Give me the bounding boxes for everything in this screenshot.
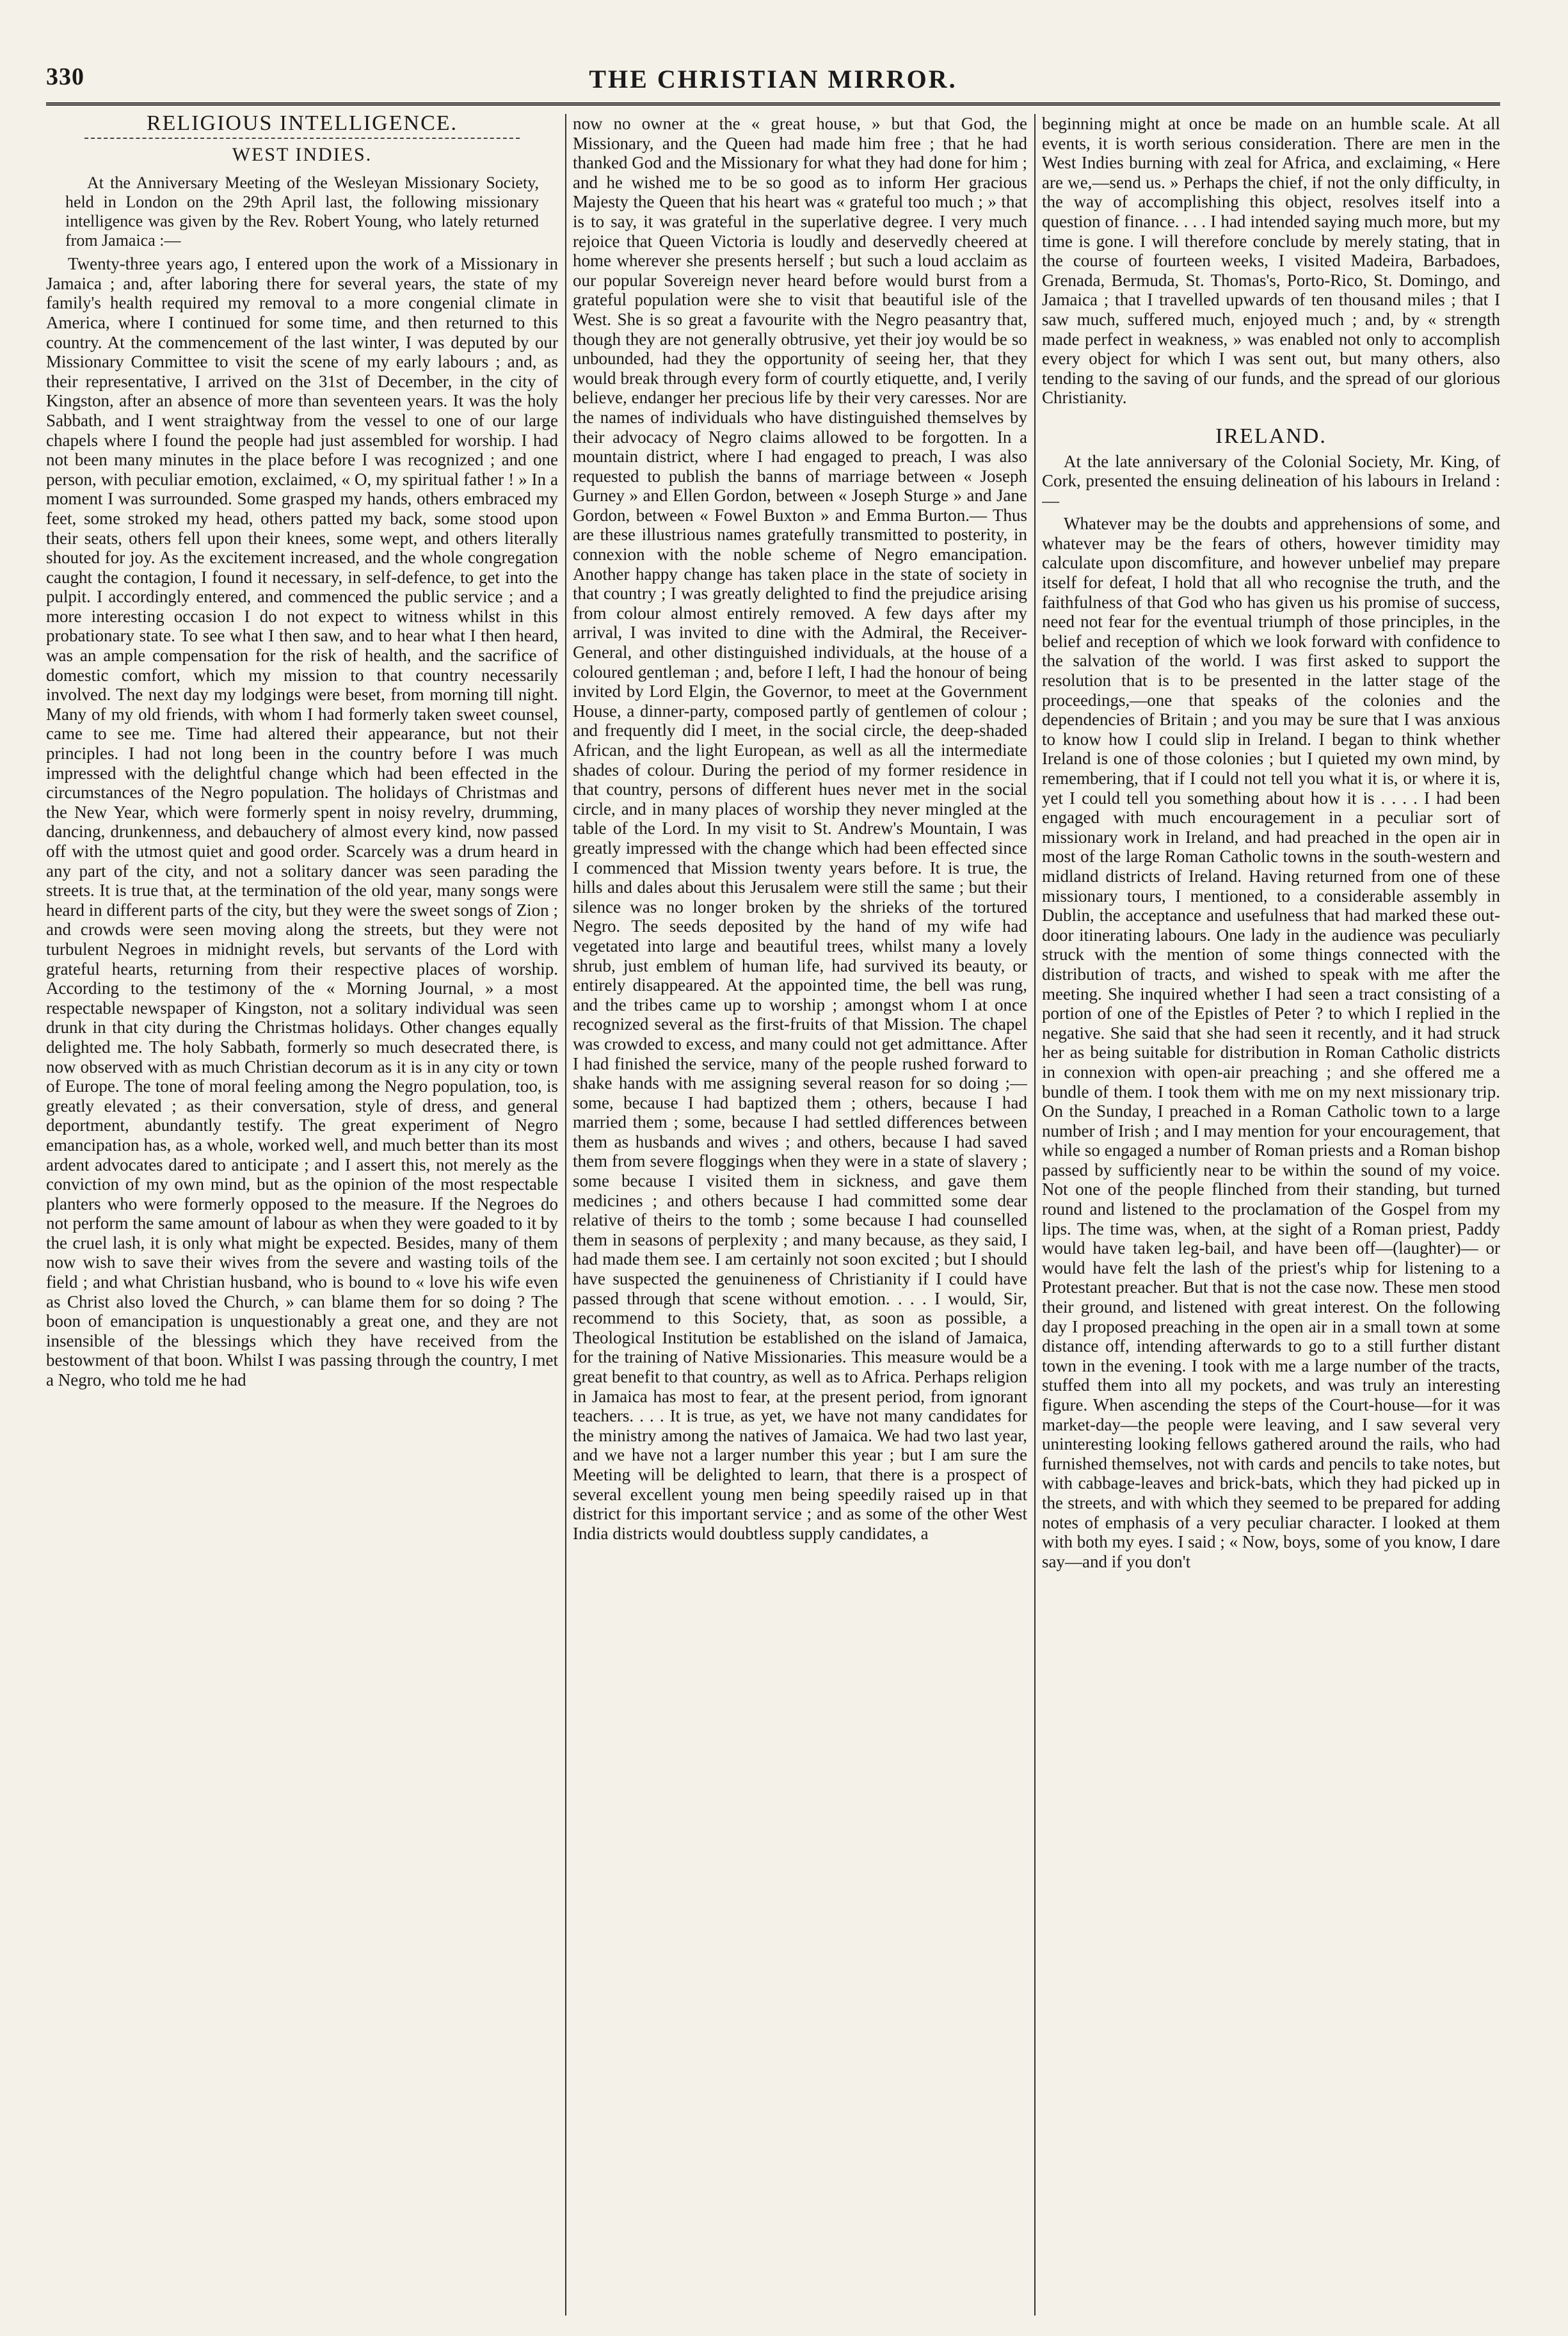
ornamental-rule (84, 138, 520, 139)
masthead-title: THE CHRISTIAN MIRROR. (589, 65, 957, 93)
section-title: RELIGIOUS INTELLIGENCE. (146, 114, 458, 135)
section-title: IRELAND. (1215, 424, 1327, 448)
article-paragraph: now no owner at the « great house, » but that God, the Missionary, and the Queen had made him free ; that he had thanked God and the Missionary for what they had done for him ; and he wished me to be so good as to inform Her gracious Majesty the Queen that his heart was « grateful too much ; » that is to say, it was grateful in the superlative degree. I very much rejoice that Queen Victoria is loudly and deservedly cheered at home wherever she presents herself ; but such a loud acclaim as our popular Sovereign never heard before would burst from a grateful population were she to visit that beautiful isle of the West. She is so great a favourite with the Negro peasantry that, though they are not generally obtrusive, yet their joy would be so unbounded, had they the opportunity of seeing her, that they would break through every form of courtly etiquette, and, I verily believe, endanger her precious life by their very caresses. Nor are the names of individuals who have distinguished themselves by their advocacy of Negro claims allowed to be forgotten. In a mountain district, where I had engaged to preach, I was also requested to publish the banns of marriage between « Joseph Gurney » and Ellen Gordon, between « Joseph Sturge » and Jane Gordon, between « Fowel Buxton » and Emma Burton.— Thus are these illustrious names gratefully transmitted to posterity, in connexion with the noble scheme of Negro emancipation. Another happy change has taken place in the state of society in that country ; I was greatly delighted to find the prejudice arising from colour almost entirely removed. A few days after my arrival, I was invited to dine with the Admiral, the Receiver-General, and other distinguished individuals, at the house of a coloured gentleman ; and, before I left, I had the honour of being invited by Lord Elgin, the Governor, to meet at the Government House, a dinner-party, composed partly of gentlemen of colour ; and frequently did I meet, in the social circle, the deep-shaded African, and the light European, as well as all the intermediate shades of colour. During the period of my former residence in that country, persons of different hues never met in the social circle, and in many places of worship they never mingled at the table of the Lord. In my visit to St. Andrew's Mountain, I was greatly impressed with the change which had been effected since I commenced that Mission twenty years before. It is true, the hills and dales about this Jerusalem were still the same ; but their silence was no longer broken by the shrieks of the tortured Negro. The seeds deposited by the hand of my wife had vegetated into large and beautiful trees, whilst many a lovely shrub, just emblem of human life, had survived its beauty, or entirely disappeared. At the appointed time, the bell was rung, and the tribes came up to worship ; amongst whom I at once recognized several as the first-fruits of that Mission. The chapel was crowded to excess, and many could not get admittance. After I had finished the service, many of the people rushed forward to shake hands with me assigning several reason for so doing ;—some, because I had baptized them ; others, because I had married them ; some, because I had settled differences between them as husbands and wives ; and others, because I had saved them from severe floggings when they were in a state of slavery ; some because I visited them in sickness, and gave them medicines ; and others because I had committed some dear relative of theirs to the tomb ; some because I had counselled them in seasons of perplexity ; and many because, as they said, I had made them see. I am certainly not soon excited ; but I should have suspected the genuineness of Christianity if I could have passed through that scene without emotion. . . . I would, Sir, recommend to this Society, that, as soon as possible, a Theological Institution be established on the island of Jamaica, for the training of Native Missionaries. This measure would be a great benefit to that country, as well as to Africa. Perhaps religion in Jamaica has most to fear, at the present period, from ignorant teachers. . . . It is true, as yet, we have not many candidates for the ministry among the natives of Jamaica. We had two last year, and we have not a larger number this year ; but I am sure the Meeting will be delighted to learn, that there is a prospect of several excellent young men being speedily raised up in that district for this important service ; and as some of the other West India districts would doubtless supply candidates, a (573, 114, 1027, 1543)
page-header (46, 59, 1500, 104)
subsection-title: WEST INDIES. (232, 143, 372, 165)
column-divider (565, 114, 566, 2316)
page-number: 330 (46, 63, 84, 90)
intro-paragraph: At the late anniversary of the Colonial Society, Mr. King, of Cork, presented the ensuing delineation of his labours in Ireland :— (1042, 451, 1500, 510)
article-paragraph: Twenty-three years ago, I entered upon the work of a Missionary in Jamaica ; and, after laboring there for several years, the state of my family's health required my removal to a more congenial climate in America, where I continued for some time, and then returned to this country. At the commencement of the last winter, I was deputed by our Missionary Committee to visit the scene of my early labours ; and, as their representative, I arrived on the 31st of December, in the city of Kingston, after an absence of more than seventeen years. It was the holy Sabbath, and I went straightway from the vessel to one of our large chapels where I found the people had just assembled for worship. I had not been many minutes in the place before I was recognized ; and one person, with peculiar emotion, exclaimed, « O, my spiritual father ! » In a moment I was surrounded. Some grasped my hands, others embraced my feet, some stroked my head, others patted my back, some stood upon their seats, others fell upon their knees, some wept, and others literally shouted for joy. As the excitement increased, and the whole congregation caught the contagion, I found it necessary, in self-defence, to get into the pulpit. I accordingly entered, and commenced the public service ; and a more interesting occasion I do not expect to witness whilst in this probationary state. To see what I then saw, and to hear what I then heard, was an ample compensation for the risk of health, and the sacrifice of domestic comfort, which my mission to that country necessarily involved. The next day my lodgings were beset, from morning till night. Many of my old friends, with whom I had formerly taken sweet counsel, came to see me. Time had altered their appearance, but not their principles. I had not long been in the country before I was much impressed with the delightful change which had been effected in the circumstances of the Negro population. The holidays of Christmas and the New Year, which were formerly spent in noisy revelry, drumming, dancing, drunkenness, and debauchery of almost every kind, now passed off with the utmost quiet and good order. Scarcely was a drum heard in any part of the city, and not a solitary dancer was seen parading the streets. It is true that, at the termination of the old year, many songs were heard in different parts of the city, but they were the sweet songs of Zion ; and crowds were seen moving along the streets, but they were not turbulent Negroes in midnight revels, but servants of the Lord with grateful hearts, returning from their respective places of worship. According to the testimony of the « Morning Journal, » a most respectable newspaper of Kingston, not a solitary individual was seen drunk in that city during the Christmas holidays. Other changes equally delighted me. The holy Sabbath, formerly so much desecrated there, is now observed with as much Christian decorum as it is in any city or town of Europe. The tone of moral feeling among the Negro population, too, is greatly elevated ; as their conversation, style of dress, and general deportment, abundantly testify. The great experiment of Negro emancipation has, as a whole, worked well, and much better than its most ardent advocates dared to anticipate ; and I assert this, not merely as the conviction of my own mind, but as the opinion of the most respectable planters who were formerly opposed to the measure. If the Negroes do not perform the same amount of labour as when they were goaded to it by the cruel lash, it is only what might be expected. Besides, many of them now wish to save their wives from the severe and wasting toils of the field ; and what Christian husband, who is bound to « love his wife even as Christ also loved the Church, » can blame them for so doing ? The boon of emancipation is unquestionably a great one, and they are not insensible of the blessings which they have received from the bestowment of that boon. Whilst I was passing through the country, I met a Negro, who told me he had (46, 254, 558, 1390)
column-1 (46, 114, 558, 2316)
article-paragraph: beginning might at once be made on an humble scale. At all events, it is worth serious consideration. There are men in the West Indies burning with zeal for Africa, and exclaiming, « Here are we,—send us. » Perhaps the chief, if not the only difficulty, in the way of accomplishing this object, resolves itself into a question of finance. . . . I had intended saying much more, but my time is gone. I will therefore conclude by merely stating, that in the course of fourteen weeks, I visited Madeira, Barbadoes, Grenada, Bermuda, St. Thomas's, Porto-Rico, St. Domingo, and Jamaica ; that I travelled upwards of ten thousand miles ; that I saw much, suffered much, enjoyed much ; and, by « strength made perfect in weakness, » was enabled not only to accomplish every object for which I was sent out, but many others, also tending to the saving of our funds, and the spread of our glorious Christianity. (1042, 114, 1500, 408)
column-2 (573, 114, 1027, 2316)
intro-paragraph: At the Anniversary Meeting of the Wesleyan Missionary Society, held in London on the 29th April last, the following missionary intelligence was given by the Rev. Robert Young, who lately returned from Jamaica :— (65, 173, 539, 250)
column-divider (1034, 114, 1036, 2316)
article-paragraph: Whatever may be the doubts and apprehensions of some, and whatever may be the fears of others, however timidity may calculate upon discomfiture, and however unbelief may prepare itself for defeat, I hold that all who recognise the truth, and the faithfulness of that God who has given us his promise of success, need not fear for the eventual triumph of those principles, in the belief and reception of which we look forward with confidence to the salvation of the world. I was first asked to support the resolution that is to be presented in the latter stage of the proceedings,—one that speaks of the colonies and the dependencies of Britain ; and you may be sure that I was anxious to know how I could slip in Ireland. I began to think whether Ireland is one of those colonies ; but I quieted my own mind, by remembering, that if I could not tell you what it is, or where it is, yet I could tell you something about how it is . . . . I had been engaged with much encouragement in a peculiar sort of missionary work in Ireland, and had preached in the open air in most of the large Roman Catholic towns in the south-western and midland districts of Ireland. Having returned from one of these missionary tours, I mentioned, to a considerable assembly in Dublin, the acceptance and usefulness that had marked these out-door itinerating labours. One lady in the audience was peculiarly struck with the mention of some things connected with the distribution of tracts, and wished to speak with me after the meeting. She inquired whether I had seen a tract consisting of a portion of one of the Epistles of Peter ? to which I replied in the negative. She said that she had seen it recently, and it had struck her as being suitable for distribution in Roman Catholic districts in connexion with open-air preaching ; and she offered me a bundle of them. I took them with me on my next missionary trip. On the Sunday, I preached in a Roman Catholic town to a large number of Irish ; and I may mention for your encouragement, that while so engaged a number of Roman priests and a Roman bishop passed by sufficiently near to be within the sound of my voice. Not one of the people flinched from their standing, but turned round and listened to the proclamation of the Gospel from my lips. The time was, when, at the sight of a Roman priest, Paddy would have taken leg-bail, and have been off—(laughter)— or would have felt the lash of the priest's whip for listening to a Protestant preacher. But that is not the case now. These men stood their ground, and listened with great interest. On the following day I proposed preaching in the open air in a small town at some distance off, intending afterwards to go to a still further distant town in the evening. I took with me a large number of the tracts, stuffed them into all my pockets, and was truly an interesting figure. When ascending the steps of the Court-house—for it was market-day—the people were leaving, and I saw several very uninteresting looking fellows gathered around the rails, who had furnished themselves, not with cards and pencils to take notes, but with cabbage-leaves and brick-bats, which they had picked up in the streets, and with which they seemed to be prepared for adding notes of emphasis of a very peculiar character. I looked at them with both my eyes. I said ; « Now, boys, some of you know, I dare say—and if you don't (1042, 514, 1500, 1571)
header-rule (46, 102, 1500, 106)
column-3 (1042, 114, 1500, 2316)
